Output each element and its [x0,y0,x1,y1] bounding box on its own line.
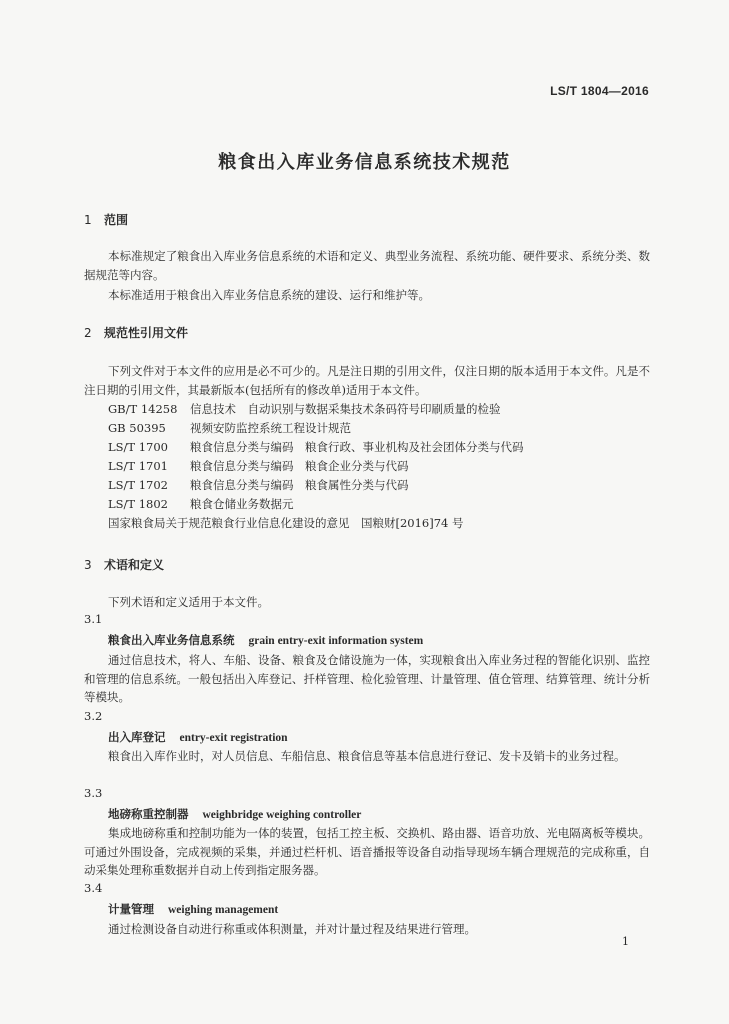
section-1-paragraph-1: 本标准规定了粮食出入库业务信息系统的术语和定义、典型业务流程、系统功能、硬件要求、系统分类、数据规范等内容。 [84,249,650,282]
term-heading: 出入库登记 entry-exit registration [108,730,288,744]
section-number: 3 [84,558,92,572]
document-title: 粮食出入库业务信息系统技术规范 [218,152,511,173]
normative-reference: LS/T 1702 粮食信息分类与编码 粮食属性分类与代码 [108,478,409,492]
section-3-intro: 下列术语和定义适用于本文件。 [108,595,269,609]
section-number: 1 [84,213,92,227]
term-number: 3.3 [84,786,103,800]
term-definition: 粮食出入库作业时，对人员信息、车船信息、粮食信息等基本信息进行登记、发卡及销卡的业务过程。 [108,749,626,763]
term-definition: 通过检测设备自动进行称重或体积测量，并对计量过程及结果进行管理。 [108,922,476,936]
section-2-heading [84,324,188,341]
term-heading: 计量管理 weighing management [108,902,279,916]
term-number: 3.2 [84,709,103,723]
section-3-heading [84,556,164,573]
term-number: 3.1 [84,612,103,626]
term-definition: 通过信息技术，将人、车船、设备、粮食及仓储设施为一体，实现粮食出入库业务过程的智能化识别、监控和管理的信息系统。一般包括出入库登记、扦样管理、检化验管理、计量管理、值仓管理、结算管理、统计分析等模块。 [84,653,650,704]
normative-reference: 国家粮食局关于规范粮食行业信息化建设的意见 国粮财[2016]74 号 [108,516,464,530]
page-number: 1 [622,935,629,948]
term-number: 3.4 [84,881,103,895]
normative-reference: GB 50395 视频安防监控系统工程设计规范 [108,421,351,435]
section-2-intro: 下列文件对于本文件的应用是必不可少的。凡是注日期的引用文件，仅注日期的版本适用于本文件。凡是不注日期的引用文件，其最新版本(包括所有的修改单)适用于本文件。 [84,364,650,397]
section-title: 范围 [104,213,129,227]
section-title: 术语和定义 [104,558,165,572]
normative-reference: LS/T 1700 粮食信息分类与编码 粮食行政、事业机构及社会团体分类与代码 [108,440,524,454]
term-heading: 地磅称重控制器 weighbridge weighing controller [108,807,362,821]
normative-reference: GB/T 14258 信息技术 自动识别与数据采集技术条码符号印刷质量的检验 [108,402,501,416]
section-1-heading [84,211,128,228]
normative-reference: LS/T 1701 粮食信息分类与编码 粮食企业分类与代码 [108,459,409,473]
normative-reference: LS/T 1802 粮食仓储业务数据元 [108,497,294,511]
standard-code: LS/T 1804—2016 [550,84,649,98]
section-1-paragraph-2: 本标准适用于粮食出入库业务信息系统的建设、运行和维护等。 [108,288,430,302]
term-heading: 粮食出入库业务信息系统 grain entry-exit information system [108,633,424,647]
section-title: 规范性引用文件 [104,326,189,340]
section-number: 2 [84,326,92,340]
term-definition: 集成地磅称重和控制功能为一体的装置，包括工控主板、交换机、路由器、语音功放、光电隔离板等模块。可通过外围设备，完成视频的采集，并通过栏杆机、语音播报等设备自动指导现场车辆合理规范的完成称重，自动采集处理称重数据并自动上传到指定服务器。 [84,826,650,877]
